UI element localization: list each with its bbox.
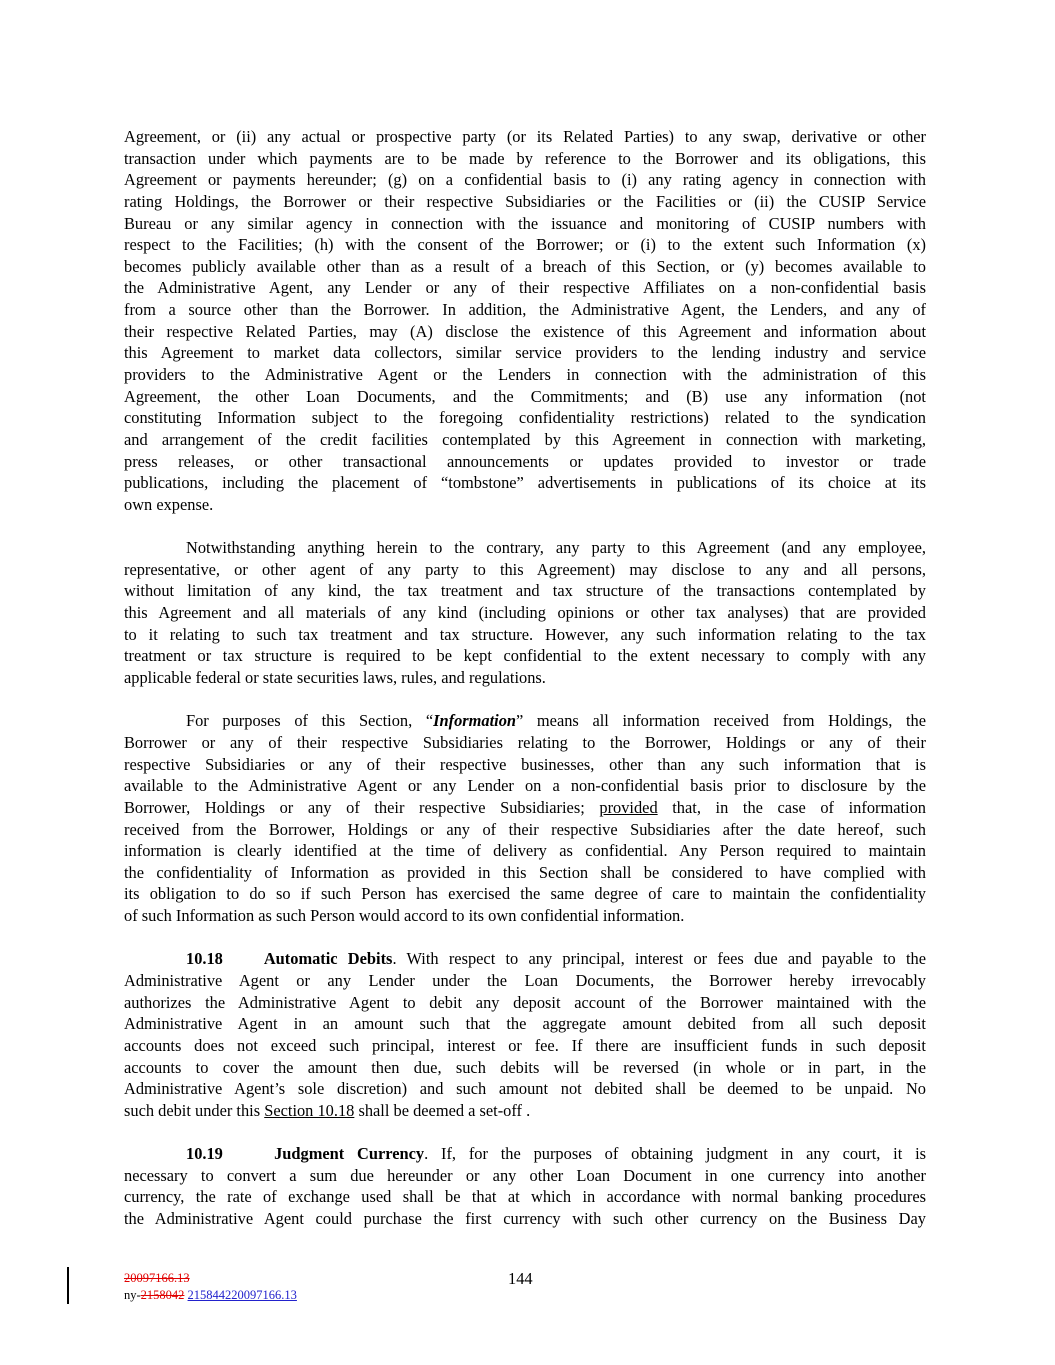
text-line: Administrative Agent or any Lender under the Loan Documents, the Borrower hereby irrevocably [124,970,926,990]
text-line: the confidentiality of Information as provided in this Section shall be considered to have complied with [124,862,926,882]
text-line: their respective Related Parties, may (A) disclose the existence of this Agreement and information about [124,321,926,341]
text-line: Administrative Agent in an amount such that the aggregate amount debited from all such deposit [124,1014,926,1034]
text-line: the Administrative Agent could purchase the first currency with such other currency on the Business Day [124,1209,926,1229]
text-line: Agreement, or (ii) any actual or prospective party (or its Related Parties) to any swap, derivative or other [124,127,926,146]
text-line: currency, the rate of exchange used shall be that at which in accordance with normal banking procedures [124,1187,926,1207]
text-line: without limitation of any kind, the tax treatment and tax structure of the transactions contemplated by [124,581,926,601]
text-line: received from the Borrower, Holdings or any of their respective Subsidiaries after the date hereof, such [124,819,926,839]
text-line [124,948,926,970]
text-line: information is clearly identified at the time of delivery as confidential. Any Person required to maintain [124,841,926,861]
text-line: accounts to cover the amount then due, such debits will be reversed (in whole or in part, in the [124,1057,926,1077]
footer-line-1 [124,1270,297,1287]
text-line: becomes publicly available other than as a result of a breach of this Section, or (y) becomes available to [124,256,926,276]
text-line: its obligation to do so if such Person has exercised the same degree of care to maintain the confidentiality [124,884,926,904]
text-line: available to the Administrative Agent or any Lender on a non-confidential basis prior to disclosure by the [124,776,926,796]
paragraph [124,537,926,688]
text-line: respect to the Facilities; (h) with the consent of the Borrower; or (i) to the extent such Information (x) [124,235,926,255]
defined-term: Information [433,711,517,731]
underlined-term: Section 10.18 [264,1100,355,1120]
text-segment: such debit under this [124,1100,265,1120]
text-segment: . With respect to any principal, interest or fees due and payable to the [392,949,926,969]
text-line: press releases, or other transactional announcements or updates provided to investor or trade [124,451,926,471]
change-bar [67,1267,69,1304]
text-line: this Agreement and all materials of any kind (including opinions or other tax analyses) that are provided [124,603,926,623]
paragraph [124,126,926,516]
text-segment: shall be deemed a set-off . [354,1100,531,1120]
text-line: of such Information as such Person would accord to its own confidential information. [124,906,685,926]
text-line: Agreement or payments hereunder; (g) on a confidential basis to (i) any rating agency in connection with [124,170,926,190]
footer-line-2 [124,1287,297,1304]
underlined-term: provided [599,797,658,817]
document-body [124,126,926,1251]
text-line: necessary to convert a sum due hereunder or any other Loan Document in one currency into another [124,1165,926,1185]
text-segment: ” means all information received from Holdings, the [516,711,927,731]
text-line: Bureau or any similar agency in connection with the issuance and monitoring of CUSIP numbers with [124,213,926,233]
text-line: respective Subsidiaries or any of their respective businesses, other than any such information that is [124,754,926,774]
text-line [124,797,926,819]
text-line [124,710,926,732]
paragraph [124,948,926,1121]
footer [124,1270,297,1304]
text-line: Notwithstanding anything herein to the contrary, any party to this Agreement (and any employee, [186,538,926,558]
text-line: treatment or tax structure is required to be kept confidential to the extent necessary to comply with any [124,646,926,666]
paragraph [124,710,926,926]
page-number: 144 [508,1269,533,1288]
text-line: publications, including the placement of “tombstone” advertisements in publications of its choice at its [124,473,926,493]
text-line: constituting Information subject to the foregoing confidentiality restrictions) related to the syndication [124,408,926,428]
text-line: Agreement, the other Loan Documents, and the Commitments; and (B) use any information (not [124,386,926,406]
text-line: transaction under which payments are to be made by reference to the Borrower and its obligations, this [124,148,926,168]
doc-id-prefix: ny- [124,1288,141,1302]
text-segment: that, in the case of information [657,797,926,817]
text-line: authorizes the Administrative Agent to debit any deposit account of the Borrower maintained with the [124,992,926,1012]
section-heading: 10.18 Automatic Debits [186,949,393,969]
text-line: representative, or other agent of any party to this Agreement) may disclose to any and all persons, [124,559,926,579]
text-line [124,1100,926,1122]
text-line: applicable federal or state securities laws, rules, and regulations. [124,668,546,688]
inserted-doc-number: 215844220097166.13 [187,1288,297,1302]
paragraph [124,1143,926,1230]
text-line: the Administrative Agent, any Lender or any of their respective Affiliates on a non-confidential basis [124,278,926,298]
text-line: Administrative Agent’s sole discretion) and such amount not debited shall be deemed to be unpaid. No [124,1079,926,1099]
text-line [124,1143,926,1165]
text-line: rating Holdings, the Borrower or their respective Subsidiaries or the Facilities or (ii) the CUSIP Service [124,191,926,211]
text-segment: Borrower, Holdings or any of their respective Subsidiaries; [124,797,600,817]
text-line: own expense. [124,494,214,514]
text-line: and arrangement of the credit facilities contemplated by this Agreement in connection with marketing, [124,429,926,449]
text-line: Borrower or any of their respective Subsidiaries relating to the Borrower, Holdings or any of their [124,732,926,752]
text-line: this Agreement to market data collectors, similar service providers to the lending industry and service [124,343,926,363]
text-line: to it relating to such tax treatment and tax structure. However, any such information relating to the tax [124,624,926,644]
text-line: accounts does not exceed such principal, interest or fee. If there are insufficient funds in such deposit [124,1035,926,1055]
deleted-doc-id: 20097166.13 [124,1271,190,1285]
text-line: providers to the Administrative Agent or the Lenders in connection with the administration of this [124,365,926,385]
text-segment: For purposes of this Section, “ [186,711,434,731]
text-line: from a source other than the Borrower. In addition, the Administrative Agent, the Lenders, and any of [124,300,926,320]
text-segment: . If, for the purposes of obtaining judgment in any court, it is [424,1144,927,1164]
section-heading: 10.19 Judgment Currency [186,1144,425,1164]
deleted-doc-number: 2158042 [140,1288,185,1302]
